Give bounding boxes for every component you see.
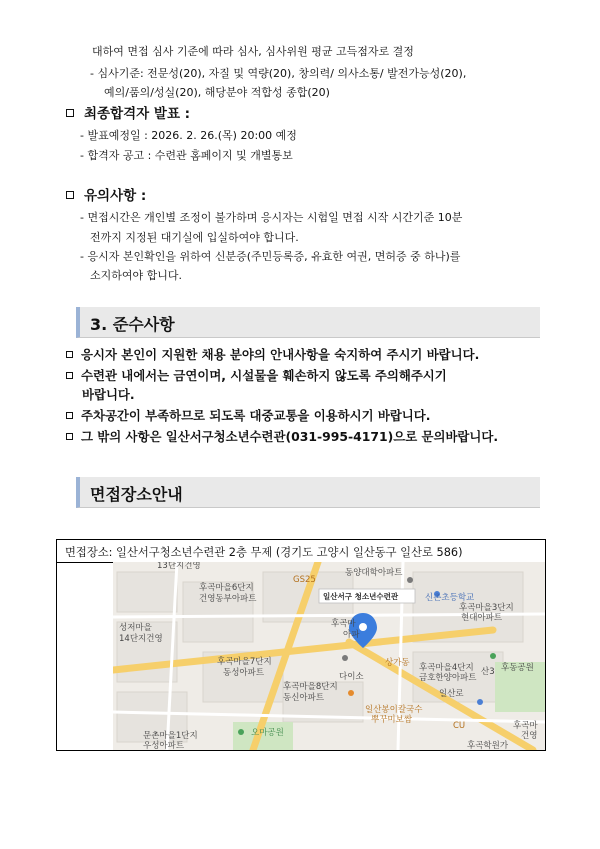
map-label: 문촌마을1단지 bbox=[143, 731, 198, 741]
map-label: 다이소 bbox=[339, 672, 364, 682]
announce-date: - 발표예정일 : 2026. 2. 26.(목) 20:00 예정 bbox=[80, 129, 297, 142]
map-label: 동양대학아파트 bbox=[345, 568, 403, 578]
map-label: 일산로 bbox=[439, 689, 464, 699]
map-graphic bbox=[113, 562, 545, 750]
notes-heading: 유의사항 : bbox=[66, 184, 146, 204]
checkbox-icon bbox=[66, 412, 73, 419]
section-header-venue bbox=[76, 477, 540, 508]
venue-map[interactable] bbox=[113, 562, 545, 750]
section-title: 면접장소안내 bbox=[90, 485, 183, 504]
oma-park-dot bbox=[238, 729, 244, 735]
map-label: CU bbox=[453, 721, 466, 731]
compliance-item: 주차공간이 부족하므로 되도록 대중교통을 이용하시기 바랍니다. bbox=[66, 406, 430, 424]
map-label: 아파 bbox=[343, 630, 360, 640]
map-label: 오마공원 bbox=[251, 728, 284, 738]
map-label: 후곡마 bbox=[331, 619, 356, 629]
map-label: 후곡마을8단지 bbox=[283, 682, 338, 692]
map-label: 산3 bbox=[481, 667, 495, 677]
map-label: 건영 bbox=[521, 731, 538, 741]
compliance-item: 그 밖의 사항은 일산서구청소년수련관(031-995-4171)으로 문의바랍니다. bbox=[66, 427, 498, 445]
map-label: 성저마을 bbox=[119, 623, 152, 633]
checkbox-icon bbox=[66, 109, 74, 117]
map-label: 후곡마 bbox=[513, 721, 538, 731]
map-label: 우성아파트 bbox=[143, 741, 185, 750]
compliance-item: 응시자 본인이 지원한 채용 분야의 안내사항을 숙지하여 주시기 바랍니다. bbox=[66, 345, 479, 363]
announce-method: - 합격자 공고 : 수련관 홈페이지 및 개별통보 bbox=[80, 149, 293, 162]
checkbox-icon bbox=[66, 372, 73, 379]
map-label: 후곡마을3단지 bbox=[459, 603, 514, 613]
checkbox-icon bbox=[66, 351, 73, 358]
dongyang-dot bbox=[407, 577, 413, 583]
venue-box bbox=[56, 539, 546, 751]
note-item-cont: 전까지 지정된 대기실에 입실하여야 합니다. bbox=[90, 231, 299, 244]
map-label: 뿌꾸미보쌈 bbox=[371, 715, 413, 725]
park-dot bbox=[490, 653, 496, 659]
map-label: 후곡마을4단지 bbox=[419, 663, 474, 673]
section-title: 3. 준수사항 bbox=[90, 315, 175, 334]
restaurant-dot bbox=[348, 690, 354, 696]
map-label: 상가동 bbox=[385, 658, 410, 668]
map-label: 일산봉이칼국수 bbox=[365, 705, 423, 715]
map-label: 후곡학원가 bbox=[467, 741, 509, 750]
checkbox-icon bbox=[66, 433, 73, 440]
venue-caption bbox=[57, 540, 545, 563]
note-item: - 면접시간은 개인별 조정이 불가하며 응시자는 시험일 면접 시작 시간기준 10분 bbox=[80, 211, 463, 224]
map-label: 금호한양아파트 bbox=[419, 673, 477, 683]
map-label: 후곡마을6단지 bbox=[199, 583, 254, 593]
criteria-intro-line: 대하여 면접 심사 기준에 따라 심사, 심사위원 평균 고득점자로 결정 bbox=[92, 45, 414, 58]
note-item: - 응시자 본인확인을 위하여 신분증(주민등록증, 유효한 여권, 면허증 중 하나)를 bbox=[80, 250, 461, 263]
map-label: 후동공원 bbox=[501, 663, 534, 673]
map-label: 후곡마을7단지 bbox=[217, 657, 272, 667]
final-result-heading: 최종합격자 발표 : bbox=[66, 102, 190, 122]
criteria-line: - 심사기준: 전문성(20), 자질 및 역량(20), 창의력/ 의사소통/ 발전가능성(20), bbox=[90, 67, 467, 80]
venue-address: 면접장소: 일산서구청소년수련관 2층 무제 (경기도 고양시 일산동구 일산로 586) bbox=[65, 546, 463, 559]
daiso-dot bbox=[342, 655, 348, 661]
academy-dot bbox=[477, 699, 483, 705]
checkbox-icon bbox=[66, 191, 74, 199]
note-item-cont: 소지하여야 합니다. bbox=[90, 269, 183, 282]
map-label: 13단지건영 bbox=[157, 562, 201, 571]
map-label: 일산서구 청소년수련관 bbox=[323, 592, 399, 601]
map-label: 건영동부아파트 bbox=[199, 594, 257, 604]
criteria-line-cont: 예의/품의/성실(20), 해당분야 적합성 종합(20) bbox=[104, 86, 330, 99]
compliance-item: 수련관 내에서는 금연이며, 시설물을 훼손하지 않도록 주의해주시기 bbox=[66, 366, 447, 384]
map-label: 14단지건영 bbox=[119, 634, 163, 644]
map-label: 동성아파트 bbox=[223, 668, 265, 678]
map-label: GS25 bbox=[293, 575, 316, 585]
map-label: 현대아파트 bbox=[461, 613, 503, 623]
map-label: 동신아파트 bbox=[283, 693, 325, 703]
map-label: 신촌초등학교 bbox=[425, 593, 475, 603]
section-header-compliance bbox=[76, 307, 540, 338]
compliance-item-cont: 바랍니다. bbox=[82, 387, 135, 402]
